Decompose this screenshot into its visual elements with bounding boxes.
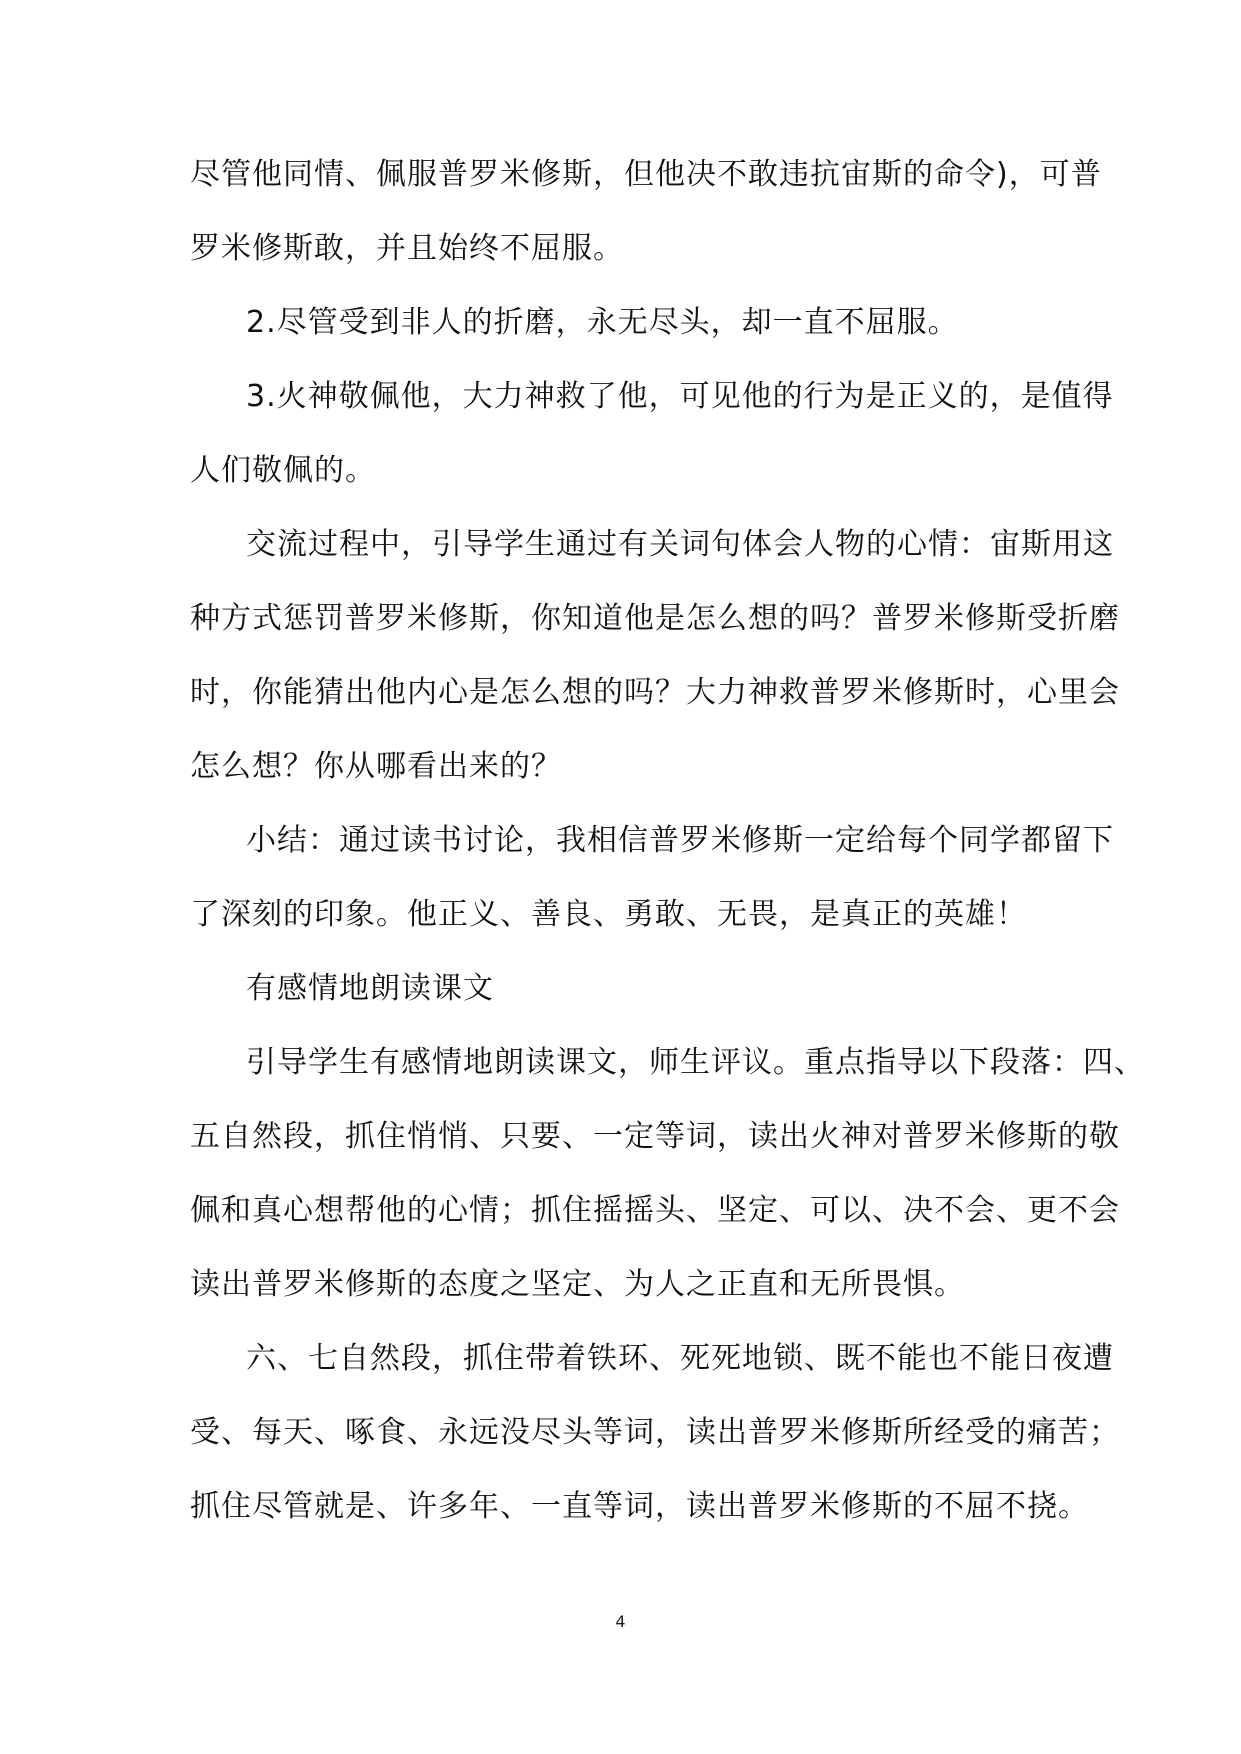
page-number: 4: [615, 1612, 626, 1631]
text-line: 人们敬佩的。: [190, 453, 376, 488]
text-line: 2.尽管受到非人的折磨，永无尽头，却一直不屈服。: [246, 305, 959, 340]
text-line: 种方式惩罚普罗米修斯，你知道他是怎么想的吗？普罗米修斯受折磨: [190, 601, 1120, 636]
text-line: 佩和真心想帮他的心情；抓住摇摇头、坚定、可以、决不会、更不会: [190, 1193, 1120, 1228]
text-line: 有感情地朗读课文: [246, 971, 494, 1006]
text-line: 罗米修斯敢，并且始终不屈服。: [190, 231, 624, 266]
text-line: 受、每天、啄食、永远没尽头等词，读出普罗米修斯所经受的痛苦；: [190, 1415, 1120, 1450]
text-line: 3.火神敬佩他，大力神救了他，可见他的行为是正义的，是值得: [246, 379, 1114, 414]
text-line: 引导学生有感情地朗读课文，师生评议。重点指导以下段落：四、: [246, 1045, 1145, 1080]
text-line: 尽管他同情、佩服普罗米修斯，但他决不敢违抗宙斯的命令)，可普: [190, 157, 1102, 192]
text-line: 怎么想？你从哪看出来的？: [190, 749, 562, 784]
body-text: [190, 138, 1145, 1544]
text-line: 六、七自然段，抓住带着铁环、死死地锁、既不能也不能日夜遭: [246, 1341, 1114, 1376]
text-line: 读出普罗米修斯的态度之坚定、为人之正直和无所畏惧。: [190, 1267, 965, 1302]
text-line: 抓住尽管就是、许多年、一直等词，读出普罗米修斯的不屈不挠。: [190, 1489, 1089, 1524]
text-line: 交流过程中，引导学生通过有关词句体会人物的心情：宙斯用这: [246, 527, 1114, 562]
text-line: 时，你能猜出他内心是怎么想的吗？大力神救普罗米修斯时，心里会: [190, 675, 1120, 710]
text-line: 五自然段，抓住悄悄、只要、一定等词，读出火神对普罗米修斯的敬: [190, 1119, 1120, 1154]
text-line: 小结：通过读书讨论，我相信普罗米修斯一定给每个同学都留下: [246, 823, 1114, 858]
text-line: 了深刻的印象。他正义、善良、勇敢、无畏，是真正的英雄！: [190, 897, 1027, 932]
